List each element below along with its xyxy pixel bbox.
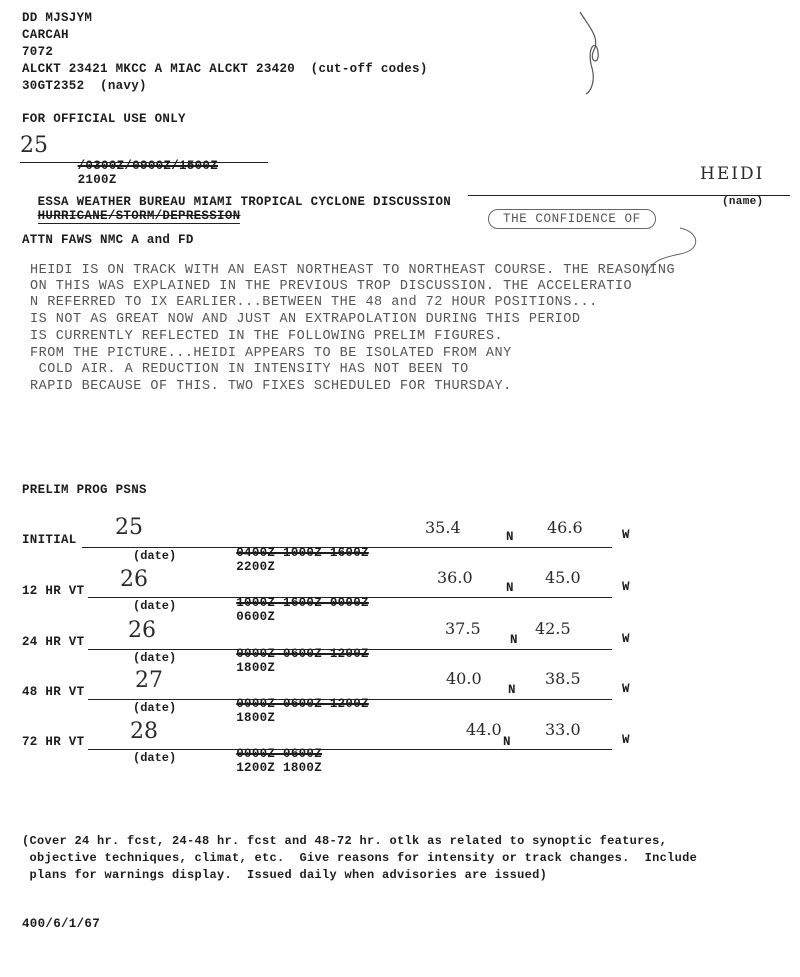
cyclone-type-options: HURRICANE/STORM/DEPRESSION: [37, 209, 241, 223]
row-selected-time: 1200Z 1800Z: [236, 761, 323, 775]
form-number: 400/6/1/67: [22, 917, 101, 931]
footer-note-line-1: (Cover 24 hr. fcst, 24-48 hr. fcst and 48-72 hr. otlk as related to synoptic features,: [22, 834, 668, 848]
row-time: [205, 532, 369, 588]
row-w: W: [622, 580, 630, 594]
title-prefix: ESSA WEATHER BUREAU MIAMI TROPICAL CYCLONE DISCUSSION: [37, 195, 452, 209]
row-time: [205, 683, 369, 739]
date-label: (date): [133, 701, 177, 715]
row-lon: 42.5: [535, 619, 571, 638]
selected-time: 2100Z: [77, 173, 117, 187]
row-n: N: [510, 633, 518, 647]
attn-line: ATTN FAWS NMC A and FD: [22, 233, 194, 247]
row-lat: 37.5: [445, 619, 481, 638]
row-time: [205, 582, 369, 638]
row-selected-time: 1800Z: [236, 711, 276, 725]
name-label: (name): [722, 196, 764, 208]
date-label: (date): [133, 599, 177, 613]
row-w: W: [622, 632, 630, 646]
row-w: W: [622, 733, 630, 747]
row-date: 27: [135, 668, 163, 693]
classification: FOR OFFICIAL USE ONLY: [22, 112, 186, 126]
row-time: [205, 733, 322, 789]
station-line: CARCAH: [22, 28, 69, 42]
row-struck-times: 0000Z 0600Z: [236, 747, 323, 761]
row-label: INITIAL: [22, 533, 77, 547]
insert-note-bubble: THE CONFIDENCE OF: [488, 209, 656, 229]
discussion-line-8: RAPID BECAUSE OF THIS. TWO FIXES SCHEDULED FOR THURSDAY.: [30, 379, 512, 394]
handwritten-date: 25: [20, 133, 48, 158]
row-struck-times: 0000Z 0600Z 1200Z: [236, 647, 369, 661]
row-struck-times: 0000Z 0600Z 1200Z: [236, 697, 369, 711]
routing-line: DD MJSJYM: [22, 11, 93, 25]
row-date: 26: [120, 567, 148, 592]
cutoff-codes-line: ALCKT 23421 MKCC A MIAC ALCKT 23420 (cut-off codes): [22, 62, 428, 76]
row-selected-time: 0600Z: [236, 610, 276, 624]
discussion-title: [22, 181, 451, 223]
row-lat: 40.0: [446, 669, 482, 688]
code-line: 7072: [22, 45, 54, 59]
row-lon: 38.5: [545, 669, 581, 688]
initials-mark: [570, 8, 620, 96]
footer-note-line-2: objective techniques, climat, etc. Give reasons for intensity or track changes. Include: [22, 851, 698, 865]
row-label: 48 HR VT: [22, 685, 85, 699]
row-date: 26: [128, 618, 156, 643]
row-n: N: [508, 683, 516, 697]
row-date: 28: [130, 719, 158, 744]
row-n: N: [506, 581, 514, 595]
row-selected-time: 1800Z: [236, 661, 276, 675]
date-label: (date): [133, 549, 177, 563]
row-w: W: [622, 528, 630, 542]
dtg-line: 30GT2352 (navy): [22, 79, 147, 93]
row-w: W: [622, 682, 630, 696]
date-label: (date): [133, 751, 177, 765]
row-selected-time: 2200Z: [236, 560, 276, 574]
discussion-line-7: COLD AIR. A REDUCTION IN INTENSITY HAS NOT BEEN TO: [30, 362, 469, 377]
row-time: [205, 633, 369, 689]
prog-title: PRELIM PROG PSNS: [22, 483, 147, 497]
row-lat: 36.0: [437, 568, 473, 587]
discussion-line-5: IS CURRENTLY REFLECTED IN THE FOLLOWING PRELIM FIGURES.: [30, 329, 504, 344]
row-struck-times: 1000Z 1600Z 0000Z: [236, 596, 369, 610]
row-lon: 46.6: [547, 518, 583, 537]
row-lon: 33.0: [545, 720, 581, 739]
storm-name: HEIDI: [700, 164, 765, 184]
discussion-line-1: HEIDI IS ON TRACK WITH AN EAST NORTHEAST TO NORTHEAST COURSE. THE REASONING: [30, 263, 676, 278]
discussion-line-6: FROM THE PICTURE...HEIDI APPEARS TO BE ISOLATED FROM ANY: [30, 346, 512, 361]
discussion-line-3: N REFERRED TO IX EARLIER...BETWEEN THE 48 and 72 HOUR POSITIONS...: [30, 295, 598, 310]
row-lat: 44.0: [466, 720, 502, 739]
row-date: 25: [115, 515, 143, 540]
row-label: 24 HR VT: [22, 635, 85, 649]
row-n: N: [503, 735, 511, 749]
discussion-line-4: IS NOT AS GREAT NOW AND JUST AN EXTRAPOLATION DURING THIS PERIOD: [30, 312, 581, 327]
row-label: 72 HR VT: [22, 735, 85, 749]
date-label: (date): [133, 651, 177, 665]
row-struck-times: 0400Z 1000Z 1600Z: [236, 546, 369, 560]
row-lat: 35.4: [425, 518, 461, 537]
row-lon: 45.0: [545, 568, 581, 587]
discussion-line-2: ON THIS WAS EXPLAINED IN THE PREVIOUS TROP DISCUSSION. THE ACCELERATIO: [30, 279, 633, 294]
footer-note-line-3: plans for warnings display. Issued daily when advisories are issued): [22, 868, 548, 882]
row-n: N: [506, 530, 514, 544]
row-label: 12 HR VT: [22, 584, 85, 598]
struck-time-options: /0300Z/0900Z/1500Z: [77, 159, 219, 173]
